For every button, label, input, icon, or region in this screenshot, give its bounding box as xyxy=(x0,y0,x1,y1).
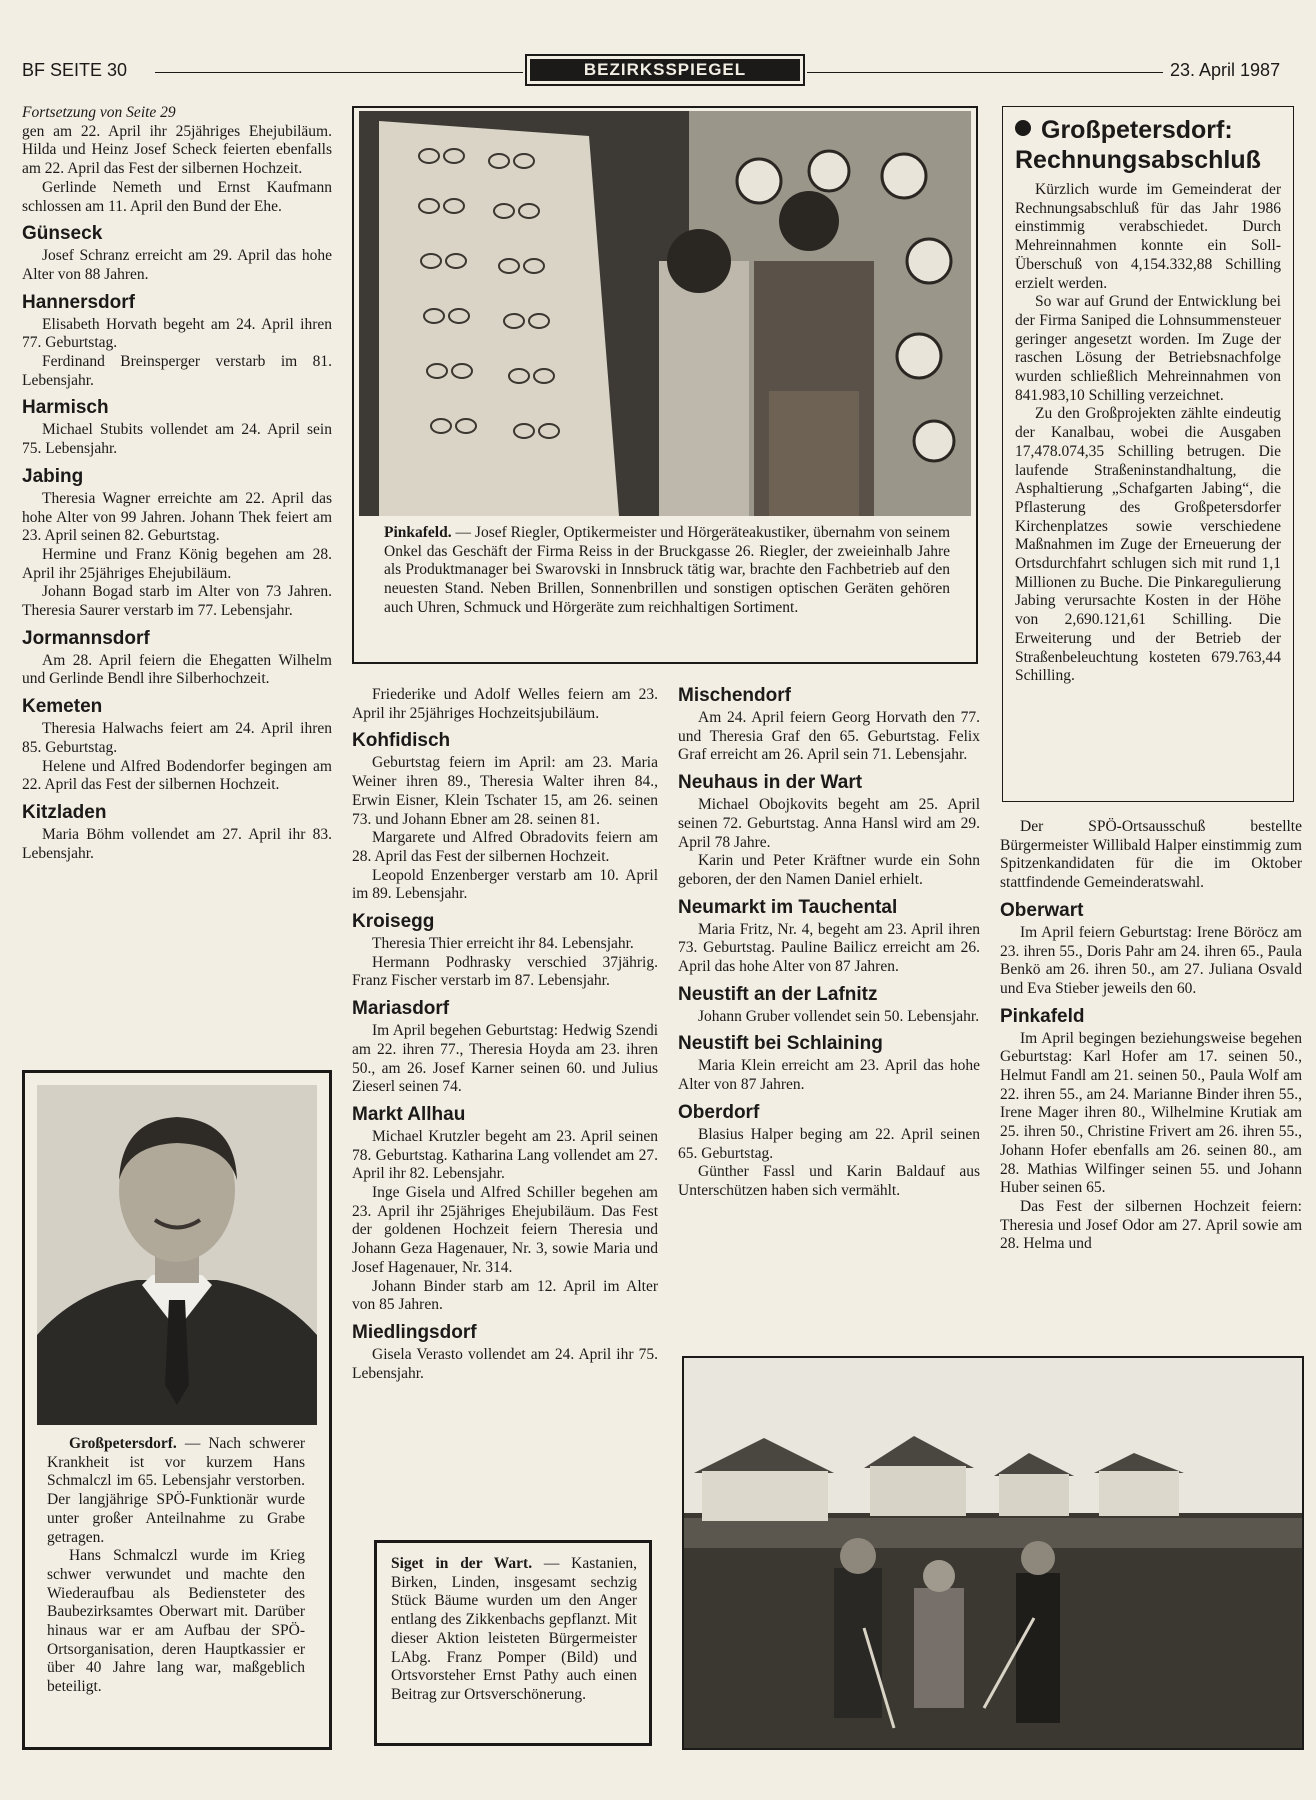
budget-title-line2: Rechnungsabschluß xyxy=(1015,146,1261,174)
optician-caption xyxy=(384,524,950,618)
paragraph: Zu den Großprojekten zählte eindeutig der Kanalbau, wobei die Ausgaben 17,478.074,35 Schilling betrugen. Die laufende Straßeninstandhaltung, die Asphaltierung „Schafgarten Jabing“, die Pflasterung des Großpetersdorfer Kirchenplatzes sowie verschiedene Maßnahmen im Zuge der Erneuerung der Ortsdurchfahrt schlugen sich mit rund 1,1 Millionen zu Buche. Die Pinkaregulierung Jabing verursachte Kosten in der Höhe von 2,690.121,61 Schilling. Die Erweiterung und der Betrieb der Straßenbeleuchtung kosteten 679.763,44 Schilling. xyxy=(1015,405,1281,685)
paragraph: Michael Krutzler begeht am 23. April seinen 78. Geburtstag. Katharina Lang vollendet am 27. April ihr 82. Lebensjahr. xyxy=(352,1127,658,1183)
paragraph: Elisabeth Horvath begeht am 24. April ihren 77. Geburtstag. xyxy=(22,315,332,352)
paragraph: Gisela Verasto vollendet am 24. April ihr 75. Lebensjahr. xyxy=(352,1345,658,1382)
paragraph: Hermann Podhrasky verschied 37jährig. Franz Fischer verstarb im 87. Lebensjahr. xyxy=(352,953,658,990)
paragraph: Im April feiern Geburtstag: Irene Böröcz am 23. ihren 55., Doris Pahr am 24. ihren 65., Paula Benkö am 26. ihren 50., am 27. Juliana Osvald und Eva Stieber jeweils den 60. xyxy=(1000,923,1302,997)
heading-kemeten: Kemeten xyxy=(22,696,103,718)
caption-place: Siget in der Wart. xyxy=(391,1555,533,1572)
heading-kohfidisch: Kohfidisch xyxy=(352,730,451,752)
heading-hannersdorf: Hannersdorf xyxy=(22,291,135,313)
column-3 xyxy=(678,684,980,1201)
paragraph: Leopold Enzenberger verstarb am 10. April im 89. Lebensjahr. xyxy=(352,866,658,903)
page-number: BF SEITE 30 xyxy=(22,60,128,80)
caption-place: Großpetersdorf. xyxy=(69,1435,177,1452)
paragraph: Maria Fritz, Nr. 4, begeht am 23. April ihren 73. Geburtstag. Pauline Bailicz erreicht am 26. April das hohe Alter von 87 Jahren. xyxy=(678,920,980,976)
paragraph: Am 28. April feiern die Ehegatten Wilhelm und Gerlinde Bendl ihre Silberhochzeit. xyxy=(22,651,332,688)
paragraph: Ferdinand Breinsperger verstarb im 81. Lebensjahr. xyxy=(22,353,332,389)
tree-caption-box xyxy=(374,1540,652,1746)
paragraph: Im April begingen beziehungsweise begehen Geburtstag: Karl Hofer am 17. seinen 50., Helmut Fandl am 21. seinen 50., Paula Wolf am 22. ihren 55., am 24. Marianne Binder ihren 55., Irene Mager ihren 80., Wilhelmine Krutiak am 25. ihren 50., Christine Frivert am 26. ihren 55., Johann Hofer ebenfalls am 26. seinen 80., am 28. Mathias Wilfinger seinen 55. und Johann Huber seinen 65. xyxy=(1000,1029,1302,1197)
bullet-icon xyxy=(1015,120,1031,136)
budget-box xyxy=(1002,106,1294,802)
issue-date: 23. April 1987 xyxy=(1170,60,1281,80)
paragraph: Karin und Peter Kräftner wurde ein Sohn geboren, der den Namen Daniel erhielt. xyxy=(678,852,980,888)
heading-oberwart: Oberwart xyxy=(1000,899,1084,921)
paragraph: Theresia Wagner erreichte am 22. April das hohe Alter von 99 Jahren. Johann Thek feiert am 23. April seinen 82. Geburtstag. xyxy=(22,489,332,545)
caption-text: — Kastanien, Birken, Linden, insgesamt sechzig Stück Bäume wurden um den Anger entlang des Zikkenbachs gepflanzt. Mit dieser Aktion leisteten Bürgermeister LAbg. Franz Pomper (Bild) und Ortsvorsteher Ernst Pathy auch einen Beitrag zur Ortsverschönerung. xyxy=(391,1555,637,1703)
optician-shop-illustration xyxy=(359,111,971,516)
paragraph: Johann Bogad starb im Alter von 73 Jahren. Theresia Saurer verstarb im 77. Lebensjahr. xyxy=(22,583,332,620)
paragraph: Kürzlich wurde im Gemeinderat der Rechnungsabschluß für das Jahr 1986 einstimmig verabschiedet. Durch Mehreinnahmen konnte ein Soll-Überschuß von 4,154.332,88 Schilling erzielt werden. xyxy=(1015,181,1281,292)
paragraph: Johann Binder starb am 12. April im Alter von 85 Jahren. xyxy=(352,1277,658,1314)
heading-mischendorf: Mischendorf xyxy=(678,685,791,706)
paragraph: Am 24. April feiern Georg Horvath den 77. und Theresia Graf den 65. Geburtstag. Felix Graf erreicht am 26. April sein 71. Lebensjahr. xyxy=(678,709,980,764)
paragraph: Im April begehen Geburtstag: Hedwig Szendi am 22. ihren 77., Theresia Hoyda am 23. ihren 50., am 26. Josef Karner seinen 60. und Julius Zieserl seinen 74. xyxy=(352,1022,658,1096)
paragraph: Maria Böhm vollendet am 27. April ihr 83. Lebensjahr. xyxy=(22,825,332,862)
paragraph: Hermine und Franz König begehen am 28. April ihr 25jähriges Ehejubiläum. xyxy=(22,545,332,582)
heading-neuhaus: Neuhaus in der Wart xyxy=(678,772,863,794)
column-1 xyxy=(22,104,332,863)
header-rule-right xyxy=(807,72,1163,73)
budget-box-title xyxy=(1015,115,1285,175)
paragraph: Inge Gisela und Alfred Schiller begehen am 23. April ihr 25jähriges Ehejubiläum. Das Fest der goldenen Hochzeit feiern Theresia und Johann Geza Hagenauer, Nr. 3, sowie Maria und Josef Hagenauer, Nr. 314. xyxy=(352,1184,658,1276)
header-rule-left xyxy=(155,72,523,73)
paragraph: Theresia Thier erreicht ihr 84. Lebensjahr. xyxy=(372,935,634,953)
obituary-box xyxy=(22,1070,332,1750)
optician-photo xyxy=(359,111,971,516)
section-logo-text: BEZIRKSSPIEGEL xyxy=(530,59,800,81)
paragraph: Der SPÖ-Ortsausschuß bestellte Bürgermeister Willibald Halper einstimmig zum Spitzenkandidaten für die im Oktober stattfindende Gemeinderatswahl. xyxy=(1000,818,1302,892)
portrait-photo xyxy=(37,1085,317,1425)
heading-neumarkt: Neumarkt im Tauchental xyxy=(678,896,898,918)
heading-neustift-schlaining: Neustift bei Schlaining xyxy=(678,1033,883,1055)
caption-place: Pinkafeld. xyxy=(384,524,452,541)
paragraph: Michael Obojkovits begeht am 25. April seinen 72. Geburtstag. Anna Hansl wird am 29. April 78 Jahre. xyxy=(678,796,980,851)
heading-miedlingsdorf: Miedlingsdorf xyxy=(352,1321,477,1343)
heading-kitzladen: Kitzladen xyxy=(22,801,107,823)
heading-markt-allhau: Markt Allhau xyxy=(352,1103,466,1125)
heading-guenseck: Günseck xyxy=(22,223,103,245)
paragraph: Friederike und Adolf Welles feiern am 23. April ihr 25jähriges Hochzeitsjubiläum. xyxy=(352,686,658,722)
continuation-note: Fortsetzung von Seite 29 xyxy=(22,104,176,121)
paragraph: Theresia Halwachs feiert am 24. April ihren 85. Geburtstag. xyxy=(22,720,332,756)
heading-jabing: Jabing xyxy=(22,465,84,487)
tree-caption xyxy=(391,1555,637,1705)
heading-pinkafeld: Pinkafeld xyxy=(1000,1005,1085,1027)
section-logo xyxy=(525,54,805,86)
column-2 xyxy=(352,686,658,1383)
paragraph: Josef Schranz erreicht am 29. April das hohe Alter von 88 Jahren. xyxy=(22,247,332,283)
budget-box-body xyxy=(1015,181,1281,686)
portrait-illustration xyxy=(37,1085,317,1425)
paragraph: Margarete und Alfred Obradovits feiern am 28. April das Fest der silbernen Hochzeit. xyxy=(352,829,658,865)
paragraph: Maria Klein erreicht am 23. April das hohe Alter von 87 Jahren. xyxy=(678,1057,980,1094)
paragraph: Günther Fassl und Karin Baldauf aus Unterschützen haben sich vermählt. xyxy=(678,1163,980,1199)
tree-planting-illustration xyxy=(684,1358,1302,1748)
caption-text: — Nach schwerer Krankheit ist vor kurzem Hans Schmalczl im 65. Lebensjahr verstorben. Der langjährige SPÖ-Funktionär wurde unter großer Anteilnahme zu Grabe getragen. xyxy=(47,1435,306,1546)
budget-title-line1: Großpetersdorf: xyxy=(1041,116,1233,144)
caption-text: — Josef Riegler, Optikermeister und Hörgeräteakustiker, übernahm von seinem Onkel das Geschäft der Firma Reiss in der Bruckgasse 26. Riegler, der zweieinhalb Jahre als Produktmanager bei Swarovski in Innsbruck tätig war, brachte den Fachbetrieb auf den neuesten Stand. Neben Brillen, Sonnenbrillen und sonstigen optischen Geräten gehören auch Uhren, Schmuck und Hörgeräte zum reichhaltigen Sortiment. xyxy=(384,524,951,616)
paragraph: So war auf Grund der Entwicklung bei der Firma Saniped die Lohnsummensteuer geringer angesetzt worden. Im Zuge der raschen Lösung der Betriebsnachfolge wurden schließlich Mehreinnahmen von 841.983,10 Schilling verzeichnet. xyxy=(1015,293,1281,404)
optician-photo-box xyxy=(352,106,978,664)
heading-neustift-lafnitz: Neustift an der Lafnitz xyxy=(678,983,878,1005)
heading-kroisegg: Kroisegg xyxy=(352,911,435,933)
heading-oberdorf: Oberdorf xyxy=(678,1101,760,1123)
paragraph: Geburtstag feiern im April: am 23. Maria Weiner ihren 89., Theresia Walter ihren 84., Erwin Eisner, Klein Tschater 15, am 26. seinen 73. und Johann Ebner am 28. seinen 81. xyxy=(352,754,658,828)
paragraph: Das Fest der silbernen Hochzeit feiern: Theresia und Josef Odor am 27. April sowie am 28. Helma und xyxy=(1000,1197,1302,1253)
heading-harmisch: Harmisch xyxy=(22,397,109,419)
heading-mariasdorf: Mariasdorf xyxy=(352,998,450,1020)
obituary-caption xyxy=(47,1435,305,1697)
tree-planting-photo xyxy=(682,1356,1304,1750)
paragraph: Helene und Alfred Bodendorfer begingen am 22. April das Fest der silbernen Hochzeit. xyxy=(22,757,332,794)
heading-jormannsdorf: Jormannsdorf xyxy=(22,627,150,649)
paragraph: Blasius Halper beging am 22. April seinen 65. Geburtstag. xyxy=(678,1125,980,1162)
paragraph: gen am 22. April ihr 25jähriges Ehejubiläum. Hilda und Heinz Josef Scheck feierten ebenfalls am 22. April das Fest der silbernen Hochzeit. xyxy=(22,122,332,178)
paragraph: Johann Gruber vollendet sein 50. Lebensjahr. xyxy=(698,1007,980,1025)
column-4 xyxy=(1000,818,1302,1254)
paragraph: Michael Stubits vollendet am 24. April sein 75. Lebensjahr. xyxy=(22,421,332,458)
paragraph: Gerlinde Nemeth und Ernst Kaufmann schlossen am 11. April den Bund der Ehe. xyxy=(22,178,332,215)
caption-text: Hans Schmalczl wurde im Krieg schwer verwundet und machte den Wiederaufbau als Bediensteter des Baubezirksamtes Oberwart mit. Darüber hinaus war er am Aufbau der SPÖ-Ortsorganisation, deren Hauptkassier er über 40 Jahre lang war, maßgeblich beteiligt. xyxy=(47,1547,305,1696)
